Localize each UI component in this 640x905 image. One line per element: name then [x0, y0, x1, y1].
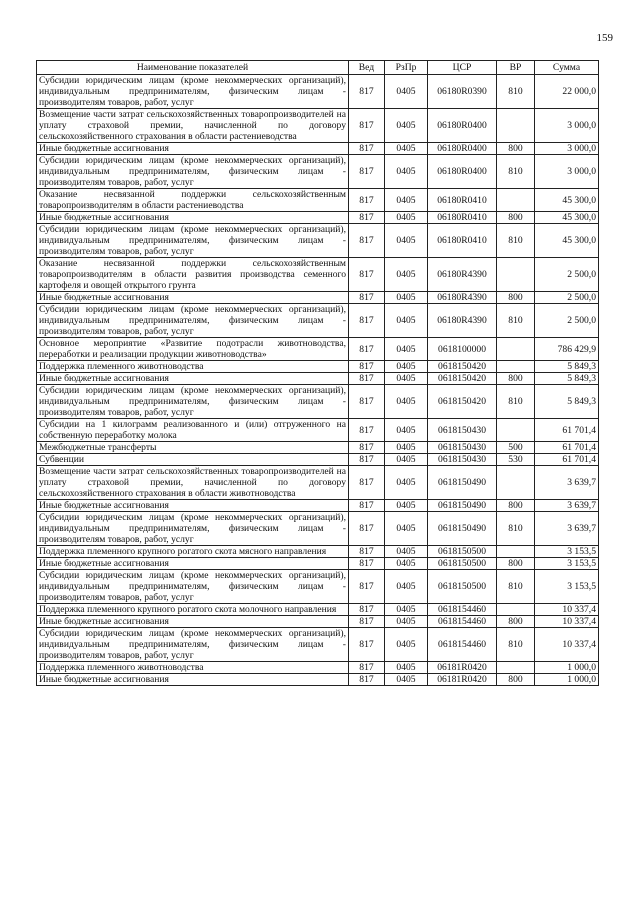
table-row [37, 385, 599, 419]
cell-vr [497, 361, 535, 373]
cell-ved: 817 [349, 419, 385, 442]
cell-vr: 810 [497, 224, 535, 258]
table-row [37, 558, 599, 570]
cell-name: Иные бюджетные ассигнования [37, 212, 349, 224]
cell-rzpr: 0405 [385, 304, 428, 338]
cell-csr: 0618154460 [428, 628, 497, 662]
table-row [37, 155, 599, 189]
cell-ved: 817 [349, 304, 385, 338]
cell-name: Поддержка племенного животноводства [37, 361, 349, 373]
table-row [37, 361, 599, 373]
cell-ved: 817 [349, 75, 385, 109]
cell-name: Иные бюджетные ассигнования [37, 558, 349, 570]
cell-ved: 817 [349, 454, 385, 466]
cell-sum: 3 639,7 [535, 512, 599, 546]
table-row [37, 512, 599, 546]
cell-vr: 800 [497, 292, 535, 304]
cell-csr: 0618100000 [428, 338, 497, 361]
cell-vr: 800 [497, 143, 535, 155]
cell-sum: 3 000,0 [535, 155, 599, 189]
cell-sum: 10 337,4 [535, 604, 599, 616]
cell-sum: 1 000,0 [535, 662, 599, 674]
cell-vr: 810 [497, 628, 535, 662]
table-row [37, 570, 599, 604]
table-row [37, 224, 599, 258]
cell-csr: 0618150490 [428, 512, 497, 546]
cell-sum: 45 300,0 [535, 189, 599, 212]
cell-csr: 0618150420 [428, 385, 497, 419]
cell-rzpr: 0405 [385, 143, 428, 155]
cell-vr [497, 258, 535, 292]
cell-ved: 817 [349, 628, 385, 662]
column-header-csr: ЦСР [428, 61, 497, 75]
cell-vr: 530 [497, 454, 535, 466]
cell-vr [497, 189, 535, 212]
column-header-rzpr: РзПр [385, 61, 428, 75]
cell-ved: 817 [349, 292, 385, 304]
cell-vr: 810 [497, 512, 535, 546]
cell-name: Субсидии юридическим лицам (кроме некоммерческих организаций), индивидуальным предпринимателям, физическим лицам - производителям товаров, работ, услуг [37, 385, 349, 419]
cell-ved: 817 [349, 212, 385, 224]
cell-ved: 817 [349, 616, 385, 628]
cell-sum: 3 153,5 [535, 546, 599, 558]
cell-ved: 817 [349, 442, 385, 454]
table-row [37, 143, 599, 155]
cell-sum: 1 000,0 [535, 674, 599, 686]
cell-ved: 817 [349, 258, 385, 292]
cell-sum: 10 337,4 [535, 628, 599, 662]
cell-csr: 0618150430 [428, 419, 497, 442]
cell-vr [497, 604, 535, 616]
cell-csr: 0618154460 [428, 616, 497, 628]
table-row [37, 628, 599, 662]
cell-sum: 3 639,7 [535, 500, 599, 512]
cell-name: Иные бюджетные ассигнования [37, 616, 349, 628]
cell-vr [497, 109, 535, 143]
cell-name: Субсидии на 1 килограмм реализованного и (или) отгруженного на собственную переработку молока [37, 419, 349, 442]
cell-csr: 0618150490 [428, 500, 497, 512]
cell-rzpr: 0405 [385, 189, 428, 212]
cell-name: Субсидии юридическим лицам (кроме некоммерческих организаций), индивидуальным предпринимателям, физическим лицам - производителям товаров, работ, услуг [37, 512, 349, 546]
cell-csr: 06180R0400 [428, 143, 497, 155]
cell-vr: 500 [497, 442, 535, 454]
cell-csr: 0618150430 [428, 442, 497, 454]
cell-name: Субсидии юридическим лицам (кроме некоммерческих организаций), индивидуальным предпринимателям, физическим лицам - производителям товаров, работ, услуг [37, 224, 349, 258]
cell-name: Возмещение части затрат сельскохозяйственных товаропроизводителей на уплату страховой премии, начисленной по договору сельскохозяйственного страхования в области растениеводства [37, 109, 349, 143]
cell-rzpr: 0405 [385, 500, 428, 512]
cell-csr: 0618150500 [428, 546, 497, 558]
table-row [37, 338, 599, 361]
cell-csr: 06180R0390 [428, 75, 497, 109]
cell-rzpr: 0405 [385, 361, 428, 373]
cell-sum: 5 849,3 [535, 385, 599, 419]
cell-ved: 817 [349, 361, 385, 373]
cell-sum: 10 337,4 [535, 616, 599, 628]
cell-csr: 06181R0420 [428, 662, 497, 674]
cell-ved: 817 [349, 662, 385, 674]
cell-name: Субсидии юридическим лицам (кроме некоммерческих организаций), индивидуальным предпринимателям, физическим лицам - производителям товаров, работ, услуг [37, 75, 349, 109]
cell-csr: 06181R0420 [428, 674, 497, 686]
table-row [37, 419, 599, 442]
cell-name: Основное мероприятие «Развитие подотрасли животноводства, переработки и реализации продукции животноводства» [37, 338, 349, 361]
cell-rzpr: 0405 [385, 442, 428, 454]
cell-csr: 0618150490 [428, 466, 497, 500]
cell-name: Межбюджетные трансферты [37, 442, 349, 454]
table-row [37, 616, 599, 628]
cell-rzpr: 0405 [385, 466, 428, 500]
cell-sum: 22 000,0 [535, 75, 599, 109]
table-row [37, 292, 599, 304]
cell-ved: 817 [349, 558, 385, 570]
cell-rzpr: 0405 [385, 570, 428, 604]
cell-name: Иные бюджетные ассигнования [37, 292, 349, 304]
cell-ved: 817 [349, 373, 385, 385]
cell-vr: 800 [497, 373, 535, 385]
table-row [37, 604, 599, 616]
page-number: 159 [596, 32, 613, 44]
table-row [37, 109, 599, 143]
cell-sum: 45 300,0 [535, 224, 599, 258]
cell-ved: 817 [349, 512, 385, 546]
cell-sum: 3 639,7 [535, 466, 599, 500]
cell-rzpr: 0405 [385, 616, 428, 628]
cell-csr: 0618150420 [428, 373, 497, 385]
table-row [37, 258, 599, 292]
cell-ved: 817 [349, 143, 385, 155]
cell-csr: 06180R0410 [428, 224, 497, 258]
cell-rzpr: 0405 [385, 662, 428, 674]
cell-ved: 817 [349, 604, 385, 616]
cell-sum: 5 849,3 [535, 373, 599, 385]
cell-vr: 810 [497, 155, 535, 189]
cell-ved: 817 [349, 546, 385, 558]
cell-rzpr: 0405 [385, 75, 428, 109]
cell-name: Оказание несвязанной поддержки сельскохозяйственным товаропроизводителям в области развития производства семенного картофеля и овощей открытого грунта [37, 258, 349, 292]
cell-rzpr: 0405 [385, 258, 428, 292]
cell-csr: 0618154460 [428, 604, 497, 616]
cell-name: Субсидии юридическим лицам (кроме некоммерческих организаций), индивидуальным предпринимателям, физическим лицам - производителям товаров, работ, услуг [37, 304, 349, 338]
cell-csr: 06180R0400 [428, 155, 497, 189]
cell-rzpr: 0405 [385, 292, 428, 304]
cell-vr [497, 662, 535, 674]
cell-sum: 45 300,0 [535, 212, 599, 224]
cell-rzpr: 0405 [385, 558, 428, 570]
cell-csr: 06180R4390 [428, 258, 497, 292]
cell-vr [497, 338, 535, 361]
cell-sum: 5 849,3 [535, 361, 599, 373]
cell-csr: 06180R4390 [428, 292, 497, 304]
cell-ved: 817 [349, 570, 385, 604]
cell-vr: 800 [497, 674, 535, 686]
cell-rzpr: 0405 [385, 454, 428, 466]
cell-vr [497, 546, 535, 558]
cell-rzpr: 0405 [385, 628, 428, 662]
cell-ved: 817 [349, 338, 385, 361]
cell-sum: 2 500,0 [535, 258, 599, 292]
cell-vr: 810 [497, 570, 535, 604]
cell-vr: 810 [497, 385, 535, 419]
cell-sum: 3 153,5 [535, 558, 599, 570]
cell-rzpr: 0405 [385, 212, 428, 224]
table-row [37, 304, 599, 338]
cell-ved: 817 [349, 155, 385, 189]
table-row [37, 189, 599, 212]
cell-rzpr: 0405 [385, 419, 428, 442]
cell-rzpr: 0405 [385, 373, 428, 385]
cell-csr: 0618150500 [428, 558, 497, 570]
table-row [37, 662, 599, 674]
table-row [37, 466, 599, 500]
cell-vr: 800 [497, 212, 535, 224]
table-row [37, 212, 599, 224]
cell-ved: 817 [349, 466, 385, 500]
cell-vr [497, 419, 535, 442]
table-header-row [37, 61, 599, 75]
cell-vr: 800 [497, 616, 535, 628]
cell-rzpr: 0405 [385, 604, 428, 616]
cell-sum: 61 701,4 [535, 419, 599, 442]
cell-rzpr: 0405 [385, 546, 428, 558]
cell-ved: 817 [349, 109, 385, 143]
table-row [37, 500, 599, 512]
cell-csr: 0618150420 [428, 361, 497, 373]
table-row [37, 75, 599, 109]
cell-rzpr: 0405 [385, 109, 428, 143]
cell-vr: 800 [497, 500, 535, 512]
cell-rzpr: 0405 [385, 512, 428, 546]
cell-name: Поддержка племенного крупного рогатого скота молочного направления [37, 604, 349, 616]
cell-vr [497, 466, 535, 500]
cell-ved: 817 [349, 189, 385, 212]
cell-name: Поддержка племенного животноводства [37, 662, 349, 674]
cell-name: Оказание несвязанной поддержки сельскохозяйственным товаропроизводителям в области растениеводства [37, 189, 349, 212]
table-row [37, 373, 599, 385]
column-header-name: Наименование показателей [37, 61, 349, 75]
cell-name: Субсидии юридическим лицам (кроме некоммерческих организаций), индивидуальным предпринимателям, физическим лицам - производителям товаров, работ, услуг [37, 628, 349, 662]
cell-sum: 2 500,0 [535, 304, 599, 338]
cell-ved: 817 [349, 385, 385, 419]
cell-sum: 3 153,5 [535, 570, 599, 604]
cell-name: Иные бюджетные ассигнования [37, 674, 349, 686]
cell-ved: 817 [349, 674, 385, 686]
cell-vr: 800 [497, 558, 535, 570]
cell-csr: 06180R0410 [428, 189, 497, 212]
cell-rzpr: 0405 [385, 338, 428, 361]
cell-name: Возмещение части затрат сельскохозяйственных товаропроизводителей на уплату страховой премии, начисленной по договору сельскохозяйственного страхования в области животноводства [37, 466, 349, 500]
cell-sum: 61 701,4 [535, 442, 599, 454]
cell-sum: 3 000,0 [535, 109, 599, 143]
cell-name: Поддержка племенного крупного рогатого скота мясного направления [37, 546, 349, 558]
cell-name: Иные бюджетные ассигнования [37, 143, 349, 155]
cell-name: Субсидии юридическим лицам (кроме некоммерческих организаций), индивидуальным предпринимателям, физическим лицам - производителям товаров, работ, услуг [37, 155, 349, 189]
cell-csr: 06180R0400 [428, 109, 497, 143]
budget-table [36, 60, 599, 686]
column-header-vr: ВР [497, 61, 535, 75]
column-header-sum: Сумма [535, 61, 599, 75]
cell-csr: 06180R4390 [428, 304, 497, 338]
cell-name: Иные бюджетные ассигнования [37, 373, 349, 385]
cell-sum: 3 000,0 [535, 143, 599, 155]
cell-sum: 786 429,9 [535, 338, 599, 361]
table-row [37, 442, 599, 454]
table-row [37, 546, 599, 558]
cell-sum: 2 500,0 [535, 292, 599, 304]
cell-vr: 810 [497, 75, 535, 109]
cell-csr: 0618150500 [428, 570, 497, 604]
cell-csr: 0618150430 [428, 454, 497, 466]
table-row [37, 674, 599, 686]
cell-rzpr: 0405 [385, 385, 428, 419]
table-body [37, 75, 599, 686]
cell-ved: 817 [349, 224, 385, 258]
table-row [37, 454, 599, 466]
cell-sum: 61 701,4 [535, 454, 599, 466]
cell-ved: 817 [349, 500, 385, 512]
cell-name: Субвенции [37, 454, 349, 466]
column-header-ved: Вед [349, 61, 385, 75]
cell-rzpr: 0405 [385, 674, 428, 686]
cell-vr: 810 [497, 304, 535, 338]
cell-rzpr: 0405 [385, 155, 428, 189]
cell-csr: 06180R0410 [428, 212, 497, 224]
cell-name: Субсидии юридическим лицам (кроме некоммерческих организаций), индивидуальным предпринимателям, физическим лицам - производителям товаров, работ, услуг [37, 570, 349, 604]
cell-rzpr: 0405 [385, 224, 428, 258]
cell-name: Иные бюджетные ассигнования [37, 500, 349, 512]
